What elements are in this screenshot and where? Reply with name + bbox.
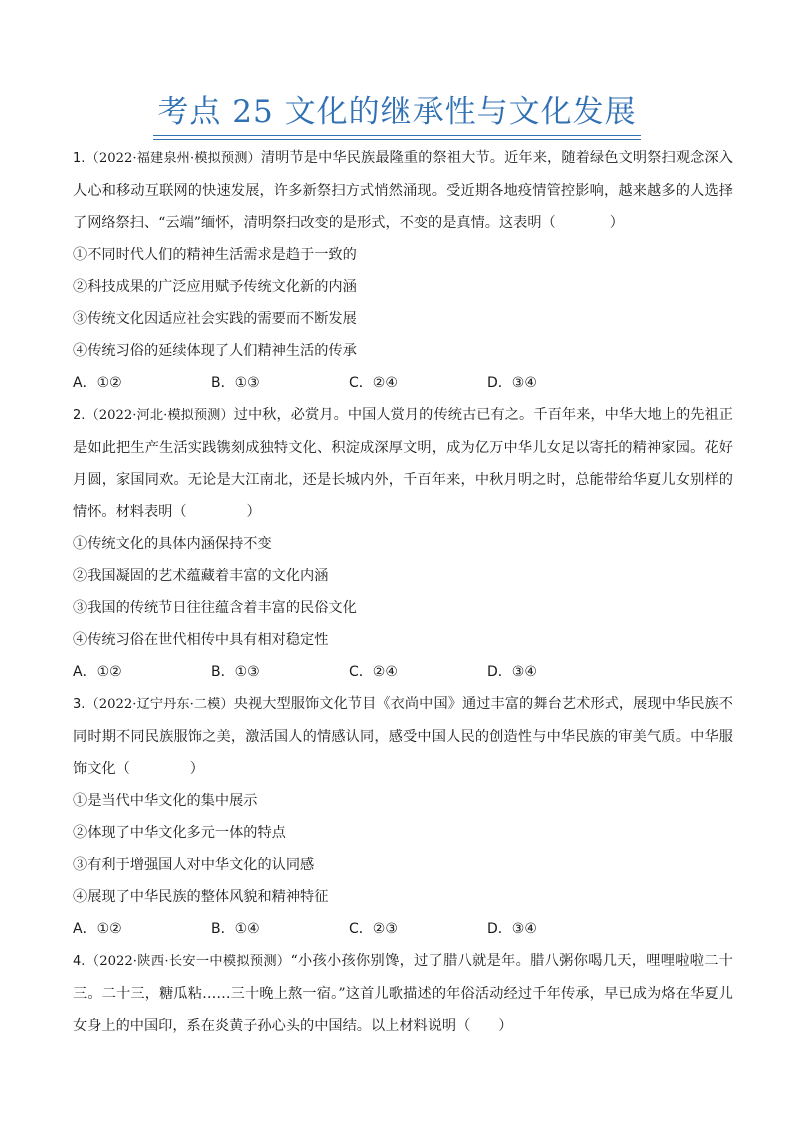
- option-4: ④传统习俗的延续体现了人们精神生活的传承: [73, 343, 357, 359]
- option-4: ④展现了中华民族的整体风貌和精神特征: [73, 889, 329, 905]
- question-stem: [73, 399, 733, 528]
- stem-close: ）: [189, 761, 204, 777]
- option-3: ③有利于增强国人对中华文化的认同感: [73, 857, 315, 873]
- question-number: 3.: [73, 697, 86, 712]
- question-list: [73, 142, 733, 1042]
- stem-line: 儿女身上的中国印，系在炎黄子孙心头的中国结。以上材料说明（: [73, 986, 733, 1034]
- stem-close: ）: [246, 504, 261, 520]
- stem-close: ）: [498, 1018, 513, 1034]
- choice-c[interactable]: C．②④: [349, 375, 398, 391]
- question-stem: [73, 688, 733, 785]
- question-stem: [73, 945, 733, 1042]
- title-area: [0, 92, 794, 136]
- stem-line: 央视大型服饰文化节目《衣尚中国》通过丰富的舞台艺术形式，展现中华民: [233, 696, 705, 712]
- choice-d[interactable]: D．③④: [487, 664, 537, 680]
- stem-line: 样的情怀。材料表明（: [73, 472, 733, 520]
- option-4: ④传统习俗在世代相传中具有相对稳定性: [73, 632, 329, 648]
- stem-line: 深入人心和移动互联网的快速发展，许多新祭扫方式悄然涌现。受近期各地疫情管控影响，越来越多的人: [73, 150, 733, 199]
- choice-b[interactable]: B．①③: [211, 375, 260, 391]
- choice-a[interactable]: A．①②: [73, 921, 122, 937]
- question-source: （2022·河北·模拟预测）: [85, 408, 234, 423]
- question-1: [73, 142, 733, 399]
- answer-choices: [73, 367, 733, 399]
- question-source: （2022·福建泉州·模拟预测）: [85, 151, 261, 166]
- option-3: ③我国的传统节日往往蕴含着丰富的民俗文化: [73, 600, 357, 616]
- question-2: [73, 399, 733, 688]
- stem-close: ）: [609, 215, 624, 231]
- question-number: 1.: [73, 151, 86, 166]
- stem-line: 清明节是中华民族最隆重的祭祖大节。近年来，随着绿色文明祭扫观念: [260, 150, 705, 166]
- stem-line: 选择了网络祭扫、“云端”缅怀，清明祭扫改变的是形式，不变的是真情。这表明（: [73, 183, 733, 231]
- stem-line: 族不同时期不同民族服饰之美，激活国人的情感认同，感受中国人民的创造性与中华民族的审美气质。中: [73, 696, 733, 745]
- choice-b[interactable]: B．①③: [211, 664, 260, 680]
- choice-d[interactable]: D．③④: [487, 375, 537, 391]
- question-source: （2022·辽宁丹东·二模）: [85, 697, 234, 712]
- option-2: ②体现了中华文化多元一体的特点: [73, 825, 286, 841]
- question-stem: [73, 142, 733, 239]
- choice-a[interactable]: A．①②: [73, 664, 122, 680]
- option-1: ①传统文化的具体内涵保持不变: [73, 536, 272, 552]
- choice-d[interactable]: D．③④: [487, 921, 537, 937]
- stem-line: 十三。二十三，糖瓜粘……三十晚上熬一宿。”这首儿歌描述的年俗活动经过千年传承，早已成为烙在华夏: [73, 953, 733, 1002]
- question-4: [73, 945, 733, 1042]
- question-number: 4.: [73, 954, 86, 969]
- choice-c[interactable]: C．②③: [349, 921, 398, 937]
- option-1: ①是当代中华文化的集中展示: [73, 793, 258, 809]
- choice-c[interactable]: C．②④: [349, 664, 398, 680]
- answer-choices: [73, 656, 733, 688]
- option-1: ①不同时代人们的精神生活需求是趋于一致的: [73, 247, 357, 263]
- page-title: 考点 25 文化的继承性与文化发展: [153, 92, 640, 136]
- choice-b[interactable]: B．①④: [211, 921, 260, 937]
- option-3: ③传统文化因适应社会实践的需要而不断发展: [73, 311, 357, 327]
- stem-line: 祖正是如此把生产生活实践镌刻成独特文化、积淀成深厚文明，成为亿万中华儿女足以寄托的精神家园。: [73, 407, 733, 456]
- option-2: ②科技成果的广泛应用赋予传统文化新的内涵: [73, 279, 357, 295]
- stem-line: “小孩小孩你别馋，过了腊八就是年。腊八粥你喝几天，哩哩啦啦二: [290, 953, 719, 969]
- stem-line: 过中秋，必赏月。中国人赏月的传统古已有之。千百年来，中华大地上的先: [233, 407, 705, 423]
- option-2: ②我国凝固的艺术蕴藏着丰富的文化内涵: [73, 568, 329, 584]
- choice-a[interactable]: A．①②: [73, 375, 122, 391]
- stem-line: 花好月圆，家国同欢。无论是大江南北，还是长城内外，千百年来，中秋月明之时，总能带给华夏儿女别: [73, 440, 733, 488]
- question-number: 2.: [73, 408, 86, 423]
- stem-line: 华服饰文化（: [73, 729, 733, 777]
- answer-choices: [73, 913, 733, 945]
- question-3: [73, 688, 733, 945]
- question-source: （2022·陕西·长安一中模拟预测）: [85, 954, 291, 969]
